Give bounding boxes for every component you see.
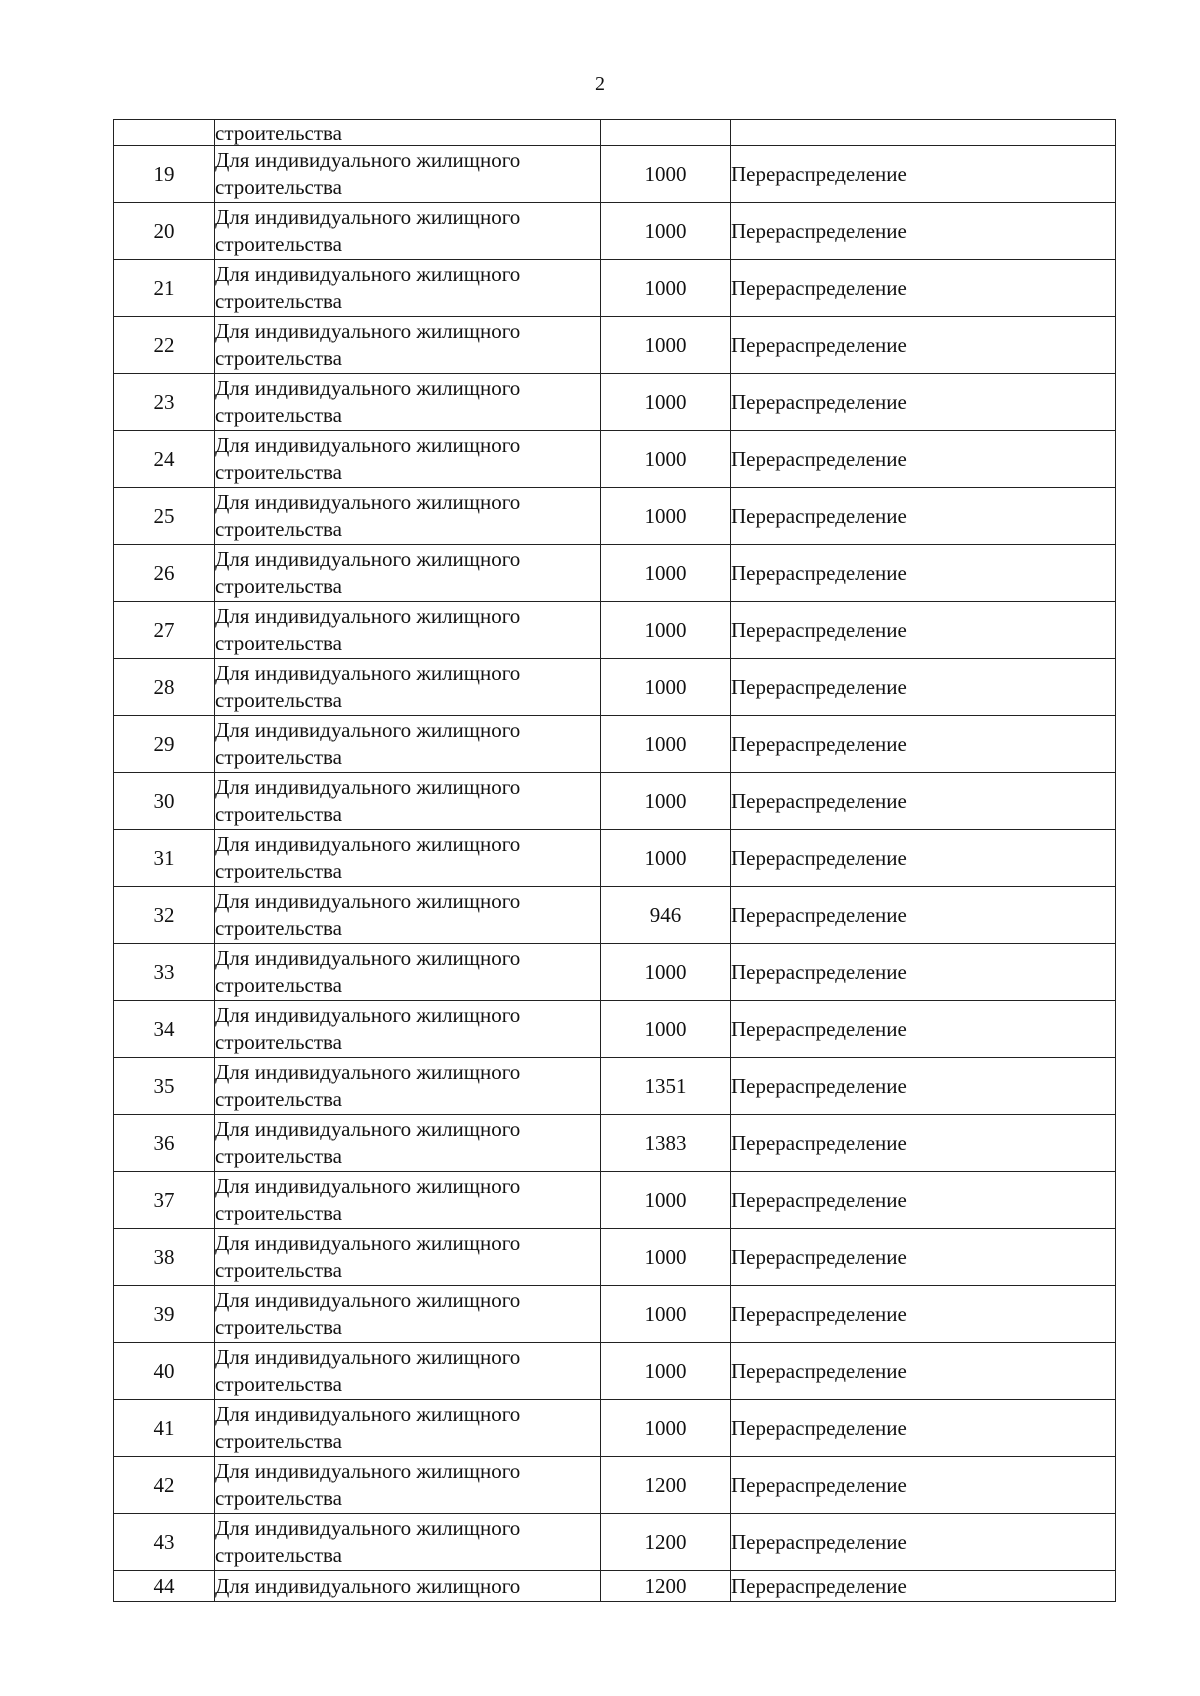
cell-number: 19 (114, 146, 215, 203)
cell-permitted-use (215, 944, 601, 1001)
permitted-use-line-2: строительства (215, 175, 343, 199)
cell-permitted-use (215, 659, 601, 716)
cell-number: 30 (114, 773, 215, 830)
cell-formation-method: Перераспределение (731, 1457, 1116, 1514)
cell-formation-method: Перераспределение (731, 374, 1116, 431)
cell-formation-method: Перераспределение (731, 602, 1116, 659)
table-row (114, 1457, 1116, 1514)
cell-formation-method: Перераспределение (731, 317, 1116, 374)
cell-area: 1000 (601, 773, 731, 830)
permitted-use-line-2: строительства (215, 1543, 343, 1567)
permitted-use-line-2: строительства (215, 973, 343, 997)
cell-formation-method: Перераспределение (731, 887, 1116, 944)
cell-number: 36 (114, 1115, 215, 1172)
cell-formation-method: Перераспределение (731, 830, 1116, 887)
cell-number: 23 (114, 374, 215, 431)
cell-formation-method: Перераспределение (731, 488, 1116, 545)
permitted-use-line-2: строительства (215, 631, 343, 655)
permitted-use-line-1: Для индивидуального жилищного (215, 661, 521, 685)
cell-permitted-use (215, 1229, 601, 1286)
permitted-use-line-2: строительства (215, 688, 343, 712)
cell-formation-method: Перераспределение (731, 1343, 1116, 1400)
cell-permitted-use (215, 431, 601, 488)
table-row (114, 887, 1116, 944)
cell-number: 42 (114, 1457, 215, 1514)
cell-area: 1000 (601, 1286, 731, 1343)
table-row (114, 260, 1116, 317)
cell-permitted-use (215, 716, 601, 773)
cell-area: 1000 (601, 716, 731, 773)
cell-number: 25 (114, 488, 215, 545)
cell-permitted-use (215, 1571, 601, 1602)
cell-number: 34 (114, 1001, 215, 1058)
cell-number: 31 (114, 830, 215, 887)
cell-permitted-use (215, 1115, 601, 1172)
cell-formation-method: Перераспределение (731, 1058, 1116, 1115)
cell-permitted-use (215, 830, 601, 887)
permitted-use-line-2: строительства (215, 1144, 343, 1168)
cell-formation-method: Перераспределение (731, 1514, 1116, 1571)
table-row (114, 488, 1116, 545)
permitted-use-line-2: строительства (215, 1315, 343, 1339)
table-row-continuation (114, 120, 1116, 146)
permitted-use-line-2: строительства (215, 859, 343, 883)
cell-permitted-use (215, 260, 601, 317)
table-row (114, 146, 1116, 203)
cell-formation-method: Перераспределение (731, 203, 1116, 260)
cell-number: 29 (114, 716, 215, 773)
cell-permitted-use (215, 602, 601, 659)
cell-formation-method: Перераспределение (731, 1172, 1116, 1229)
cell-number: 43 (114, 1514, 215, 1571)
cell-permitted-use (215, 1001, 601, 1058)
table-row (114, 1229, 1116, 1286)
cell-area (601, 120, 731, 146)
cell-formation-method: Перераспределение (731, 1571, 1116, 1602)
page-number: 2 (595, 73, 605, 95)
permitted-use-line-1: Для индивидуального жилищного (215, 205, 521, 229)
cell-permitted-use (215, 1058, 601, 1115)
table-row (114, 1115, 1116, 1172)
cell-number: 22 (114, 317, 215, 374)
table-row (114, 1172, 1116, 1229)
cell-permitted-use (215, 203, 601, 260)
cell-area: 1000 (601, 431, 731, 488)
permitted-use-line-1: Для индивидуального жилищного (215, 262, 521, 286)
cell-permitted-use (215, 887, 601, 944)
table-row (114, 1058, 1116, 1115)
cell-area: 1000 (601, 1001, 731, 1058)
cell-area: 1000 (601, 830, 731, 887)
cell-area: 1351 (601, 1058, 731, 1115)
cell-area: 1000 (601, 374, 731, 431)
permitted-use-line-2: строительства (215, 289, 343, 313)
permitted-use-line-2: строительства (215, 802, 343, 826)
permitted-use-line-1: Для индивидуального жилищного (215, 376, 521, 400)
cell-number: 35 (114, 1058, 215, 1115)
cell-number: 28 (114, 659, 215, 716)
cell-number: 21 (114, 260, 215, 317)
permitted-use-line-2: строительства (215, 403, 343, 427)
cell-area: 1000 (601, 1172, 731, 1229)
cell-number: 40 (114, 1343, 215, 1400)
permitted-use-line-1: Для индивидуального жилищного (215, 1459, 521, 1483)
permitted-use-line-1: Для индивидуального жилищного (215, 547, 521, 571)
cell-area: 1000 (601, 545, 731, 602)
table-row (114, 431, 1116, 488)
permitted-use-line-2: строительства (215, 1486, 343, 1510)
cell-formation-method (731, 120, 1116, 146)
permitted-use-line-2: строительства (215, 1201, 343, 1225)
cell-permitted-use (215, 1514, 601, 1571)
cell-permitted-use (215, 317, 601, 374)
cell-area: 1000 (601, 1229, 731, 1286)
cell-permitted-use (215, 1343, 601, 1400)
permitted-use-line-1: Для индивидуального жилищного (215, 319, 521, 343)
cell-number: 37 (114, 1172, 215, 1229)
permitted-use-line-2: строительства (215, 517, 343, 541)
permitted-use-line-1: Для индивидуального жилищного (215, 1117, 521, 1141)
permitted-use-line-2: строительства (215, 460, 343, 484)
table-row (114, 545, 1116, 602)
cell-formation-method: Перераспределение (731, 1229, 1116, 1286)
permitted-use-line-2: строительства (215, 1258, 343, 1282)
permitted-use-line-1: Для индивидуального жилищного (215, 775, 521, 799)
cell-formation-method: Перераспределение (731, 944, 1116, 1001)
permitted-use-line-1: Для индивидуального жилищного (215, 1231, 521, 1255)
cell-area: 1000 (601, 146, 731, 203)
cell-number (114, 120, 215, 146)
cell-permitted-use (215, 773, 601, 830)
table-row (114, 317, 1116, 374)
cell-permitted-use (215, 374, 601, 431)
cell-formation-method: Перераспределение (731, 716, 1116, 773)
table-row (114, 374, 1116, 431)
permitted-use-line-1: Для индивидуального жилищного (215, 1288, 521, 1312)
cell-permitted-use (215, 1286, 601, 1343)
permitted-use-line-1: Для индивидуального жилищного (215, 889, 521, 913)
cell-area: 1000 (601, 203, 731, 260)
cell-permitted-use (215, 1400, 601, 1457)
cell-area: 1000 (601, 1400, 731, 1457)
cell-number: 20 (114, 203, 215, 260)
permitted-use-line-1: Для индивидуального жилищного (215, 1345, 521, 1369)
table-row (114, 1514, 1116, 1571)
cell-formation-method: Перераспределение (731, 1115, 1116, 1172)
cell-formation-method: Перераспределение (731, 431, 1116, 488)
cell-area: 1000 (601, 260, 731, 317)
table-row (114, 203, 1116, 260)
permitted-use-line-1: Для индивидуального жилищного (215, 490, 521, 514)
cell-area: 946 (601, 887, 731, 944)
table-row (114, 830, 1116, 887)
cell-area: 1383 (601, 1115, 731, 1172)
cell-area: 1200 (601, 1571, 731, 1602)
cell-permitted-use (215, 488, 601, 545)
cell-number: 27 (114, 602, 215, 659)
permitted-use-line-1: Для индивидуального жилищного (215, 718, 521, 742)
table-row (114, 1400, 1116, 1457)
permitted-use-line-1: Для индивидуального жилищного (215, 1003, 521, 1027)
cell-formation-method: Перераспределение (731, 659, 1116, 716)
permitted-use-line-1: Для индивидуального жилищного (215, 946, 521, 970)
permitted-use-line-2: строительства (215, 232, 343, 256)
permitted-use-line-1: Для индивидуального жилищного (215, 1402, 521, 1426)
permitted-use-line-1: Для индивидуального жилищного (215, 1574, 521, 1598)
table-row (114, 1343, 1116, 1400)
cell-formation-method: Перераспределение (731, 1286, 1116, 1343)
cell-formation-method: Перераспределение (731, 260, 1116, 317)
permitted-use-line-2: строительства (215, 745, 343, 769)
cell-area: 1000 (601, 488, 731, 545)
cell-permitted-use (215, 545, 601, 602)
cell-area: 1000 (601, 944, 731, 1001)
cell-number: 44 (114, 1571, 215, 1602)
cell-number: 32 (114, 887, 215, 944)
cell-formation-method: Перераспределение (731, 1400, 1116, 1457)
permitted-use-line-2: строительства (215, 1030, 343, 1054)
land-plots-table (113, 119, 1116, 1602)
permitted-use-line-2: строительства (215, 916, 343, 940)
cell-number: 41 (114, 1400, 215, 1457)
permitted-use-line-2: строительства (215, 1372, 343, 1396)
permitted-use-line-1: Для индивидуального жилищного (215, 433, 521, 457)
table-row (114, 1571, 1116, 1602)
table-row (114, 944, 1116, 1001)
permitted-use-line-2: строительства (215, 1429, 343, 1453)
cell-number: 39 (114, 1286, 215, 1343)
permitted-use-line-1: Для индивидуального жилищного (215, 832, 521, 856)
permitted-use-line-2: строительства (215, 574, 343, 598)
cell-number: 38 (114, 1229, 215, 1286)
table-row (114, 659, 1116, 716)
cell-area: 1000 (601, 317, 731, 374)
cell-formation-method: Перераспределение (731, 146, 1116, 203)
permitted-use-line-1: Для индивидуального жилищного (215, 1060, 521, 1084)
table-row (114, 773, 1116, 830)
cell-area: 1000 (601, 1343, 731, 1400)
cell-number: 26 (114, 545, 215, 602)
cell-formation-method: Перераспределение (731, 773, 1116, 830)
cell-area: 1000 (601, 659, 731, 716)
cell-area: 1200 (601, 1514, 731, 1571)
cell-number: 33 (114, 944, 215, 1001)
permitted-use-line-1: Для индивидуального жилищного (215, 1516, 521, 1540)
permitted-use-line-1: Для индивидуального жилищного (215, 148, 521, 172)
cell-permitted-use: строительства (215, 120, 601, 146)
cell-permitted-use (215, 1172, 601, 1229)
cell-area: 1000 (601, 602, 731, 659)
table-row (114, 716, 1116, 773)
cell-permitted-use (215, 146, 601, 203)
cell-formation-method: Перераспределение (731, 1001, 1116, 1058)
permitted-use-line-1: Для индивидуального жилищного (215, 604, 521, 628)
table-row (114, 602, 1116, 659)
table-row (114, 1286, 1116, 1343)
permitted-use-line-2: строительства (215, 1087, 343, 1111)
cell-area: 1200 (601, 1457, 731, 1514)
permitted-use-line-1: Для индивидуального жилищного (215, 1174, 521, 1198)
cell-formation-method: Перераспределение (731, 545, 1116, 602)
cell-number: 24 (114, 431, 215, 488)
table-row (114, 1001, 1116, 1058)
cell-permitted-use (215, 1457, 601, 1514)
permitted-use-line-2: строительства (215, 346, 343, 370)
